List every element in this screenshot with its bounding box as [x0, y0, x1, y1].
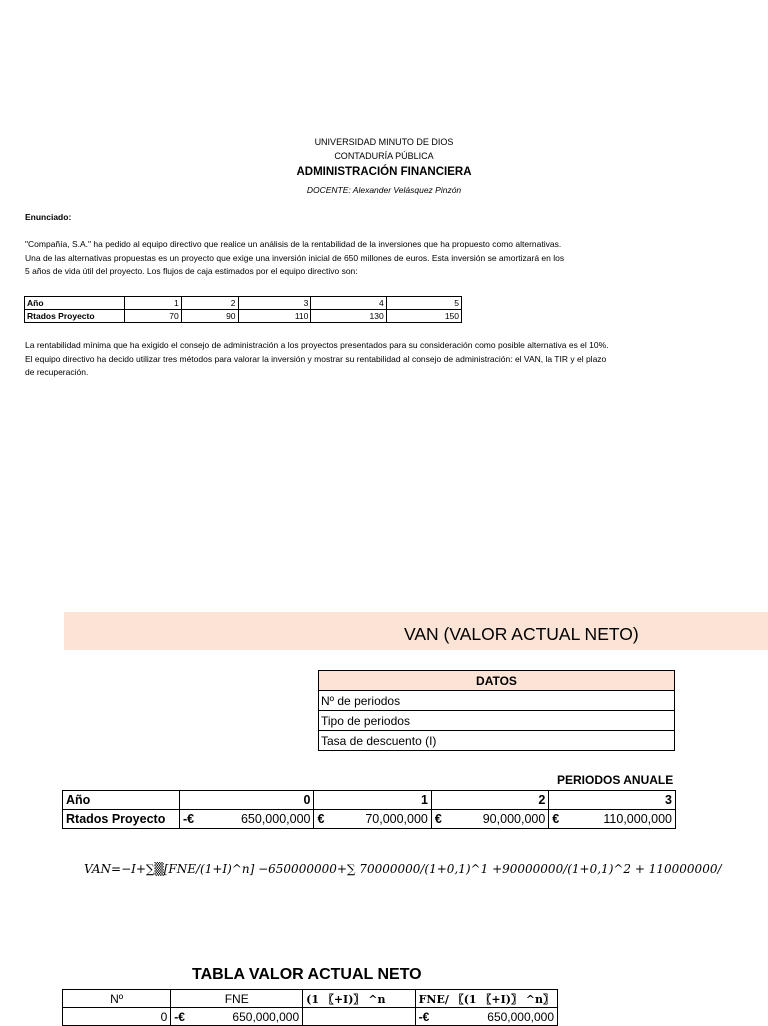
cash-flow-table — [24, 296, 462, 323]
cell-amount — [549, 810, 676, 829]
amount-value: 110,000,000 — [603, 812, 672, 826]
datos-table — [318, 670, 675, 751]
periods-label: PERIODOS ANUALE — [557, 773, 674, 787]
cell-year: 4 — [311, 297, 386, 310]
table-row — [25, 297, 462, 310]
teacher-name: DOCENTE: Alexander Velásquez Pinzón — [306, 185, 462, 195]
col-header-present-value: FNE/ 〖(1 〖+I)〗 ^n〗 — [415, 990, 557, 1008]
cell-result: 150 — [386, 310, 461, 323]
cell-year: 2 — [181, 297, 238, 310]
table-row — [319, 711, 675, 731]
row-label-year: Año — [25, 297, 125, 310]
table-row — [319, 691, 675, 711]
cell-year: 5 — [386, 297, 461, 310]
cell-n: 0 — [63, 1008, 171, 1026]
program-name: CONTADURÍA PÚBLICA — [334, 151, 434, 161]
amount-value: 70,000,000 — [365, 812, 428, 826]
cell-result: 130 — [311, 310, 386, 323]
col-header-n: Nº — [63, 990, 171, 1008]
cell-result: 90 — [181, 310, 238, 323]
datos-header: DATOS — [319, 671, 675, 691]
currency-sign: -€ — [174, 1009, 185, 1024]
cell-year: 3 — [549, 791, 676, 810]
currency-sign: € — [552, 812, 560, 826]
currency-sign: -€ — [183, 812, 195, 826]
cell-year: 3 — [238, 297, 311, 310]
statement-text — [25, 238, 564, 279]
statement-line-1: "Compañía, S.A." ha pedido al equipo directivo que realice un análisis de la rentabilidad de la inversiones que ha propuesto como alternativas. — [25, 239, 562, 249]
currency-sign: € — [434, 812, 442, 826]
van-table-title: TABLA VALOR ACTUAL NETO — [192, 966, 422, 983]
table-row — [319, 731, 675, 751]
row-label-results: Rtados Proyecto — [63, 810, 180, 829]
cell-fne — [171, 1008, 303, 1026]
cell-result: 70 — [125, 310, 182, 323]
currency-sign: € — [317, 812, 325, 826]
table-row — [319, 671, 675, 691]
col-header-fne: FNE — [171, 990, 303, 1008]
cell-present-value — [415, 1008, 557, 1026]
cell-year: 1 — [314, 791, 431, 810]
amount-value: 650,000,000 — [487, 1009, 554, 1024]
cell-amount — [314, 810, 431, 829]
table-row — [63, 791, 676, 810]
van-npv-table — [62, 989, 558, 1026]
requirements-line-3: de recuperación. — [25, 367, 89, 377]
table-row — [63, 990, 558, 1008]
datos-row: Tipo de periodos — [319, 711, 675, 731]
row-label-results: Rtados Proyecto — [25, 310, 125, 323]
requirements-line-1: La rentabilidad mínima que ha exigido el consejo de administración a los proyectos presentados para su consideración como posible alternativa es el 10%. — [25, 340, 609, 350]
statement-line-3: 5 años de vida útil del proyecto. Los flujos de caja estimados por el equipo directivo son: — [25, 266, 358, 276]
table-row — [25, 310, 462, 323]
university-name: UNIVERSIDAD MINUTO DE DIOS — [314, 137, 454, 147]
cell-result: 110 — [238, 310, 311, 323]
table-row — [63, 810, 676, 829]
amount-value: 90,000,000 — [482, 812, 546, 826]
statement-label: Enunciado: — [25, 212, 72, 222]
cell-year: 1 — [125, 297, 182, 310]
table-row — [63, 1008, 558, 1026]
statement-line-2: Una de las alternativas propuestas es un proyecto que exige una inversión inicial de 650 millones de euros. Esta inversión se amortizará en los — [25, 252, 565, 263]
cell-amount — [180, 810, 314, 829]
requirements-text — [25, 339, 609, 380]
currency-sign: -€ — [418, 1009, 430, 1024]
amount-value: 650,000,000 — [240, 812, 311, 826]
datos-row: Nº de periodos — [319, 691, 675, 711]
van-formula: VAN=−I+∑▒[FNE/(1+I)^n] −650000000+∑ 70000000/(1+0,1)^1 +90000000/(1+0,1)^2 + 110000000/ — [84, 862, 722, 876]
van-title: VAN (VALOR ACTUAL NETO) — [404, 624, 639, 644]
cell-amount — [431, 810, 548, 829]
amount-value: 650,000,000 — [232, 1009, 300, 1024]
van-flows-table — [62, 790, 676, 829]
course-title: ADMINISTRACIÓN FINANCIERA — [296, 166, 472, 178]
col-header-factor: (1 〖+I)〗 ^n — [303, 990, 415, 1008]
datos-row: Tasa de descuento (I) — [319, 731, 675, 751]
cell-year: 0 — [180, 791, 314, 810]
row-label-year: Año — [63, 791, 180, 810]
cell-factor — [303, 1008, 415, 1026]
requirements-line-2: El equipo directivo ha decido utilizar tres métodos para valorar la inversión y mostrar su rentabilidad al consejo de administración: el VAN, la TIR y el plazo — [25, 353, 607, 364]
cell-year: 2 — [431, 791, 548, 810]
